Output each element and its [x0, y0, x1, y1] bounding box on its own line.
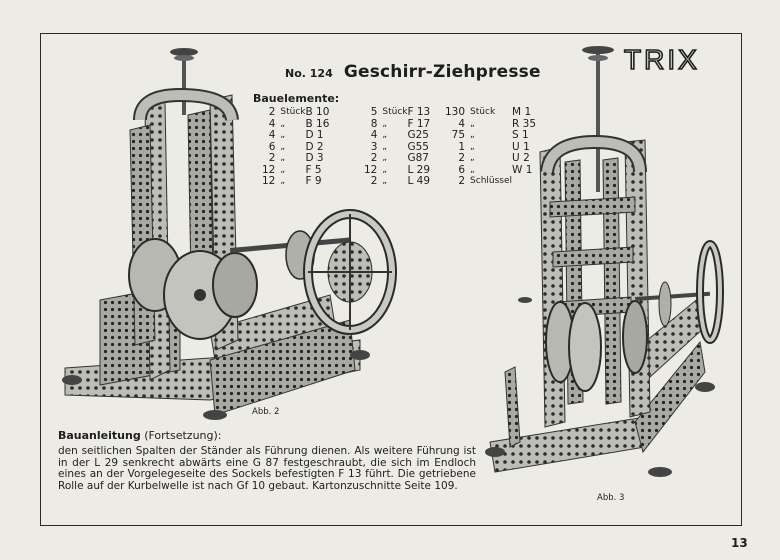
- part-quantity: 6: [268, 140, 276, 153]
- part-unit: „: [382, 118, 388, 129]
- part-code: D 3: [305, 152, 324, 164]
- part-code: F 17: [407, 117, 431, 130]
- part-code: G55: [407, 140, 429, 153]
- part-unit: Stück: [280, 107, 306, 117]
- instructions-text: den seitlichen Spalten der Ständer als Führung dienen. Als weitere Führung ist in der L 29 senkrecht abwärts eine G 87 festgeschraubt, die sich im Endloch eines an der Vorgelegeseite des Sockels befestigten F 13 führt. Die getriebene Rolle auf der Kurbelwelle ist nach Gf 10 gebaut. Kartonzuschnitte Seite 109.: [58, 445, 476, 492]
- part-unit: „: [382, 153, 388, 163]
- part-code: F 9: [305, 175, 322, 187]
- brand-logo: TRIX: [624, 44, 700, 75]
- part-quantity: 2: [458, 152, 466, 164]
- instructions-heading: [58, 429, 222, 442]
- model-number: No. 124: [285, 67, 333, 80]
- part-quantity: 12: [262, 175, 276, 187]
- instructions-body: [58, 446, 476, 492]
- part-code: D 1: [305, 129, 324, 141]
- part-unit: „: [280, 153, 286, 163]
- part-code: F 13: [407, 106, 431, 118]
- part-quantity: 130: [445, 106, 466, 118]
- model-title: Geschirr-Ziehpresse: [343, 62, 541, 82]
- part-quantity: 12: [364, 163, 378, 176]
- part-quantity: 8: [370, 117, 378, 130]
- part-code: L 49: [407, 175, 431, 187]
- part-quantity: 6: [458, 163, 466, 176]
- part-code: G87: [407, 152, 429, 164]
- instructions-title-suffix: (Fortsetzung):: [144, 429, 222, 442]
- part-unit: „: [280, 130, 286, 140]
- part-unit: „: [280, 164, 286, 175]
- part-unit: „: [280, 141, 286, 152]
- parts-heading: Bauelemente:: [253, 92, 340, 105]
- part-code: L 29: [407, 163, 431, 176]
- part-quantity: 75: [451, 129, 466, 141]
- part-code: U 2: [512, 152, 530, 164]
- part-quantity: 1: [458, 140, 466, 153]
- part-code: G25: [407, 129, 429, 141]
- part-quantity: 4: [268, 117, 276, 130]
- part-unit: Schlüssel: [470, 176, 513, 186]
- part-code: W 1: [512, 163, 533, 176]
- part-quantity: 4: [268, 129, 276, 141]
- part-code: D 2: [305, 140, 324, 153]
- part-quantity: 2: [370, 152, 378, 164]
- part-quantity: 2: [458, 175, 466, 187]
- part-code: R 35: [512, 117, 537, 130]
- part-unit: „: [470, 118, 475, 129]
- part-unit: „: [382, 141, 388, 152]
- part-quantity: 5: [370, 106, 378, 118]
- part-unit: „: [382, 164, 388, 175]
- instructions-title: Bauanleitung: [58, 429, 141, 442]
- figure-3-illustration: [485, 42, 735, 492]
- part-code: U 1: [512, 140, 530, 153]
- part-code: S 1: [512, 129, 529, 141]
- figure-2-illustration: [60, 40, 408, 425]
- part-code: B 10: [305, 106, 330, 118]
- part-unit: Stück: [382, 107, 408, 117]
- part-unit: „: [382, 176, 388, 186]
- part-unit: Stück: [470, 107, 496, 117]
- part-unit: „: [280, 176, 286, 186]
- part-code: B 16: [305, 117, 330, 130]
- part-unit: „: [470, 130, 475, 140]
- part-quantity: 4: [458, 117, 466, 130]
- part-unit: „: [470, 164, 475, 175]
- part-quantity: 2: [268, 152, 276, 164]
- part-quantity: 12: [262, 163, 276, 176]
- part-code: F 5: [305, 163, 322, 176]
- part-quantity: 2: [268, 106, 276, 118]
- page-number: 13: [731, 536, 748, 550]
- figure-3-caption: Abb. 3: [597, 493, 625, 503]
- part-quantity: 4: [370, 129, 378, 141]
- part-unit: „: [470, 141, 475, 152]
- part-code: M 1: [512, 106, 532, 118]
- part-quantity: 2: [370, 175, 378, 187]
- figure-2-caption: Abb. 2: [252, 407, 280, 417]
- part-quantity: 3: [370, 140, 378, 153]
- part-unit: „: [280, 118, 286, 129]
- part-unit: „: [382, 130, 388, 140]
- part-unit: „: [470, 153, 475, 163]
